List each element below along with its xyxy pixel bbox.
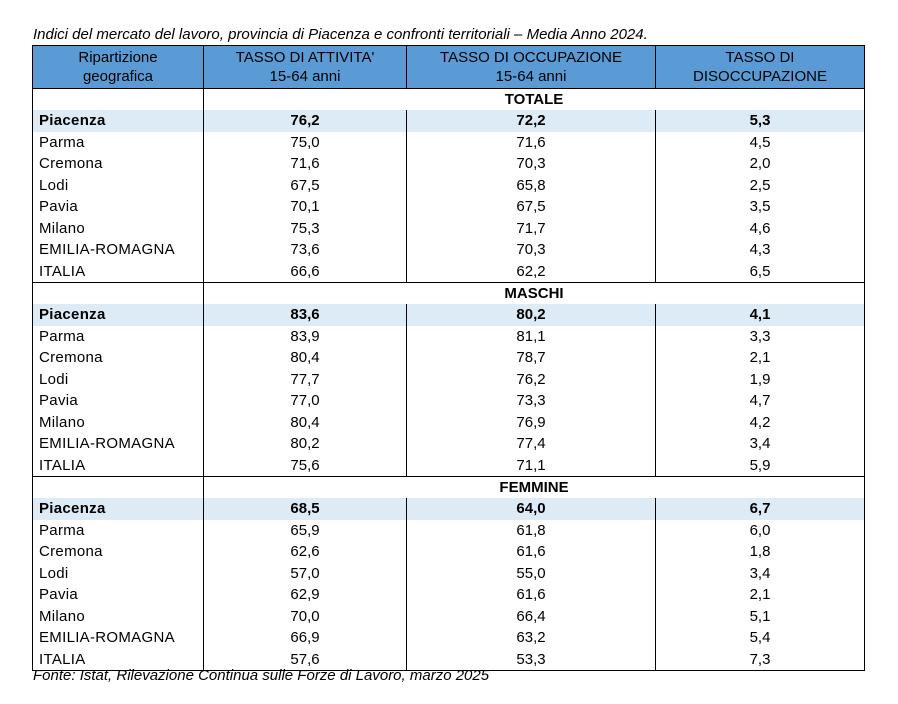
disoccupazione-cell: 4,1 [656, 304, 865, 326]
disoccupazione-cell: 5,1 [656, 606, 865, 628]
section-row [33, 283, 865, 305]
attivita-cell: 70,0 [204, 606, 407, 628]
attivita-cell: 77,7 [204, 369, 407, 391]
occupazione-cell: 65,8 [407, 175, 656, 197]
disoccupazione-cell: 5,4 [656, 627, 865, 649]
occupazione-cell: 71,1 [407, 455, 656, 477]
table-row [33, 369, 865, 391]
attivita-cell: 83,6 [204, 304, 407, 326]
occupazione-cell: 72,2 [407, 110, 656, 132]
attivita-cell: 71,6 [204, 153, 407, 175]
table-title: Indici del mercato del lavoro, provincia di Piacenza e confronti territoriali – Media Anno 2024. [33, 26, 648, 43]
occupazione-cell: 64,0 [407, 498, 656, 520]
area-name-cell: Parma [33, 520, 204, 542]
table-row [33, 239, 865, 261]
occupazione-cell: 55,0 [407, 563, 656, 585]
area-name-cell: Pavia [33, 196, 204, 218]
occupazione-cell: 80,2 [407, 304, 656, 326]
disoccupazione-cell: 2,1 [656, 584, 865, 606]
occupazione-cell: 61,6 [407, 584, 656, 606]
attivita-cell: 57,6 [204, 649, 407, 671]
section-label: TOTALE [204, 89, 865, 111]
occupazione-cell: 71,6 [407, 132, 656, 154]
table-row [33, 304, 865, 326]
disoccupazione-cell: 4,5 [656, 132, 865, 154]
table-row [33, 196, 865, 218]
area-name-cell: Milano [33, 218, 204, 240]
disoccupazione-cell: 6,0 [656, 520, 865, 542]
table-row [33, 627, 865, 649]
table-row [33, 455, 865, 477]
header-area-line2: geografica [82, 68, 154, 85]
attivita-cell: 77,0 [204, 390, 407, 412]
table-row [33, 433, 865, 455]
table-row [33, 347, 865, 369]
disoccupazione-cell: 6,7 [656, 498, 865, 520]
attivita-cell: 75,3 [204, 218, 407, 240]
disoccupazione-cell: 3,4 [656, 433, 865, 455]
attivita-cell: 76,2 [204, 110, 407, 132]
attivita-cell: 62,9 [204, 584, 407, 606]
table-row [33, 390, 865, 412]
table-row [33, 218, 865, 240]
disoccupazione-cell: 1,9 [656, 369, 865, 391]
header-employment-rate [407, 46, 656, 89]
attivita-cell: 80,4 [204, 412, 407, 434]
disoccupazione-cell: 1,8 [656, 541, 865, 563]
table-row [33, 584, 865, 606]
occupazione-cell: 76,2 [407, 369, 656, 391]
section-label: MASCHI [204, 283, 865, 305]
attivita-cell: 62,6 [204, 541, 407, 563]
disoccupazione-cell: 2,1 [656, 347, 865, 369]
header-unemployment-line2: DISOCCUPAZIONE [693, 68, 827, 85]
occupazione-cell: 63,2 [407, 627, 656, 649]
area-name-cell: Pavia [33, 584, 204, 606]
disoccupazione-cell: 3,5 [656, 196, 865, 218]
section-blank-cell [33, 89, 204, 111]
disoccupazione-cell: 3,4 [656, 563, 865, 585]
disoccupazione-cell: 3,3 [656, 326, 865, 348]
disoccupazione-cell: 4,3 [656, 239, 865, 261]
area-name-cell: Pavia [33, 390, 204, 412]
attivita-cell: 73,6 [204, 239, 407, 261]
occupazione-cell: 78,7 [407, 347, 656, 369]
disoccupazione-cell: 6,5 [656, 261, 865, 283]
disoccupazione-cell: 5,3 [656, 110, 865, 132]
area-name-cell: Milano [33, 606, 204, 628]
attivita-cell: 66,6 [204, 261, 407, 283]
source-note: Fonte: Istat, Rilevazione Continua sulle Forze di Lavoro, marzo 2025 [33, 667, 490, 684]
occupazione-cell: 61,8 [407, 520, 656, 542]
section-label: FEMMINE [204, 477, 865, 499]
table-row [33, 498, 865, 520]
section-row [33, 477, 865, 499]
disoccupazione-cell: 4,7 [656, 390, 865, 412]
table-row [33, 541, 865, 563]
area-name-cell: Cremona [33, 541, 204, 563]
area-name-cell: Parma [33, 326, 204, 348]
table-row [33, 520, 865, 542]
attivita-cell: 75,0 [204, 132, 407, 154]
table-row [33, 326, 865, 348]
disoccupazione-cell: 5,9 [656, 455, 865, 477]
header-row [33, 46, 865, 89]
table-row [33, 606, 865, 628]
attivita-cell: 80,4 [204, 347, 407, 369]
disoccupazione-cell: 2,0 [656, 153, 865, 175]
area-name-cell: ITALIA [33, 261, 204, 283]
table-row [33, 175, 865, 197]
area-name-cell: Cremona [33, 347, 204, 369]
table-row [33, 563, 865, 585]
labour-market-table [32, 45, 865, 671]
occupazione-cell: 67,5 [407, 196, 656, 218]
attivita-cell: 67,5 [204, 175, 407, 197]
header-activity-line2: 15-64 anni [269, 68, 341, 85]
disoccupazione-cell: 2,5 [656, 175, 865, 197]
attivita-cell: 68,5 [204, 498, 407, 520]
area-name-cell: Cremona [33, 153, 204, 175]
area-name-cell: EMILIA-ROMAGNA [33, 627, 204, 649]
occupazione-cell: 62,2 [407, 261, 656, 283]
area-name-cell: EMILIA-ROMAGNA [33, 433, 204, 455]
attivita-cell: 75,6 [204, 455, 407, 477]
header-activity-line1: TASSO DI ATTIVITA' [235, 49, 375, 66]
area-name-cell: Lodi [33, 175, 204, 197]
occupazione-cell: 66,4 [407, 606, 656, 628]
attivita-cell: 65,9 [204, 520, 407, 542]
disoccupazione-cell: 4,2 [656, 412, 865, 434]
area-name-cell: Lodi [33, 563, 204, 585]
area-name-cell: ITALIA [33, 455, 204, 477]
section-blank-cell [33, 477, 204, 499]
disoccupazione-cell: 4,6 [656, 218, 865, 240]
attivita-cell: 83,9 [204, 326, 407, 348]
attivita-cell: 70,1 [204, 196, 407, 218]
table-row [33, 132, 865, 154]
section-blank-cell [33, 283, 204, 305]
header-employment-line1: TASSO DI OCCUPAZIONE [440, 49, 622, 66]
section-row [33, 89, 865, 111]
area-name-cell: Piacenza [33, 110, 204, 132]
attivita-cell: 57,0 [204, 563, 407, 585]
occupazione-cell: 53,3 [407, 649, 656, 671]
occupazione-cell: 76,9 [407, 412, 656, 434]
attivita-cell: 66,9 [204, 627, 407, 649]
occupazione-cell: 70,3 [407, 239, 656, 261]
header-area [33, 46, 204, 89]
disoccupazione-cell: 7,3 [656, 649, 865, 671]
area-name-cell: ITALIA [33, 649, 204, 671]
occupazione-cell: 73,3 [407, 390, 656, 412]
occupazione-cell: 61,6 [407, 541, 656, 563]
header-unemployment-line1: TASSO DI [725, 49, 795, 66]
header-unemployment-rate [656, 46, 865, 89]
attivita-cell: 80,2 [204, 433, 407, 455]
occupazione-cell: 81,1 [407, 326, 656, 348]
occupazione-cell: 70,3 [407, 153, 656, 175]
table-row [33, 412, 865, 434]
table-row [33, 110, 865, 132]
table-row [33, 153, 865, 175]
occupazione-cell: 71,7 [407, 218, 656, 240]
area-name-cell: Milano [33, 412, 204, 434]
header-employment-line2: 15-64 anni [495, 68, 567, 85]
area-name-cell: Lodi [33, 369, 204, 391]
table-row [33, 261, 865, 283]
header-area-line1: Ripartizione [78, 49, 158, 66]
area-name-cell: Parma [33, 132, 204, 154]
area-name-cell: EMILIA-ROMAGNA [33, 239, 204, 261]
occupazione-cell: 77,4 [407, 433, 656, 455]
header-activity-rate [204, 46, 407, 89]
area-name-cell: Piacenza [33, 304, 204, 326]
area-name-cell: Piacenza [33, 498, 204, 520]
